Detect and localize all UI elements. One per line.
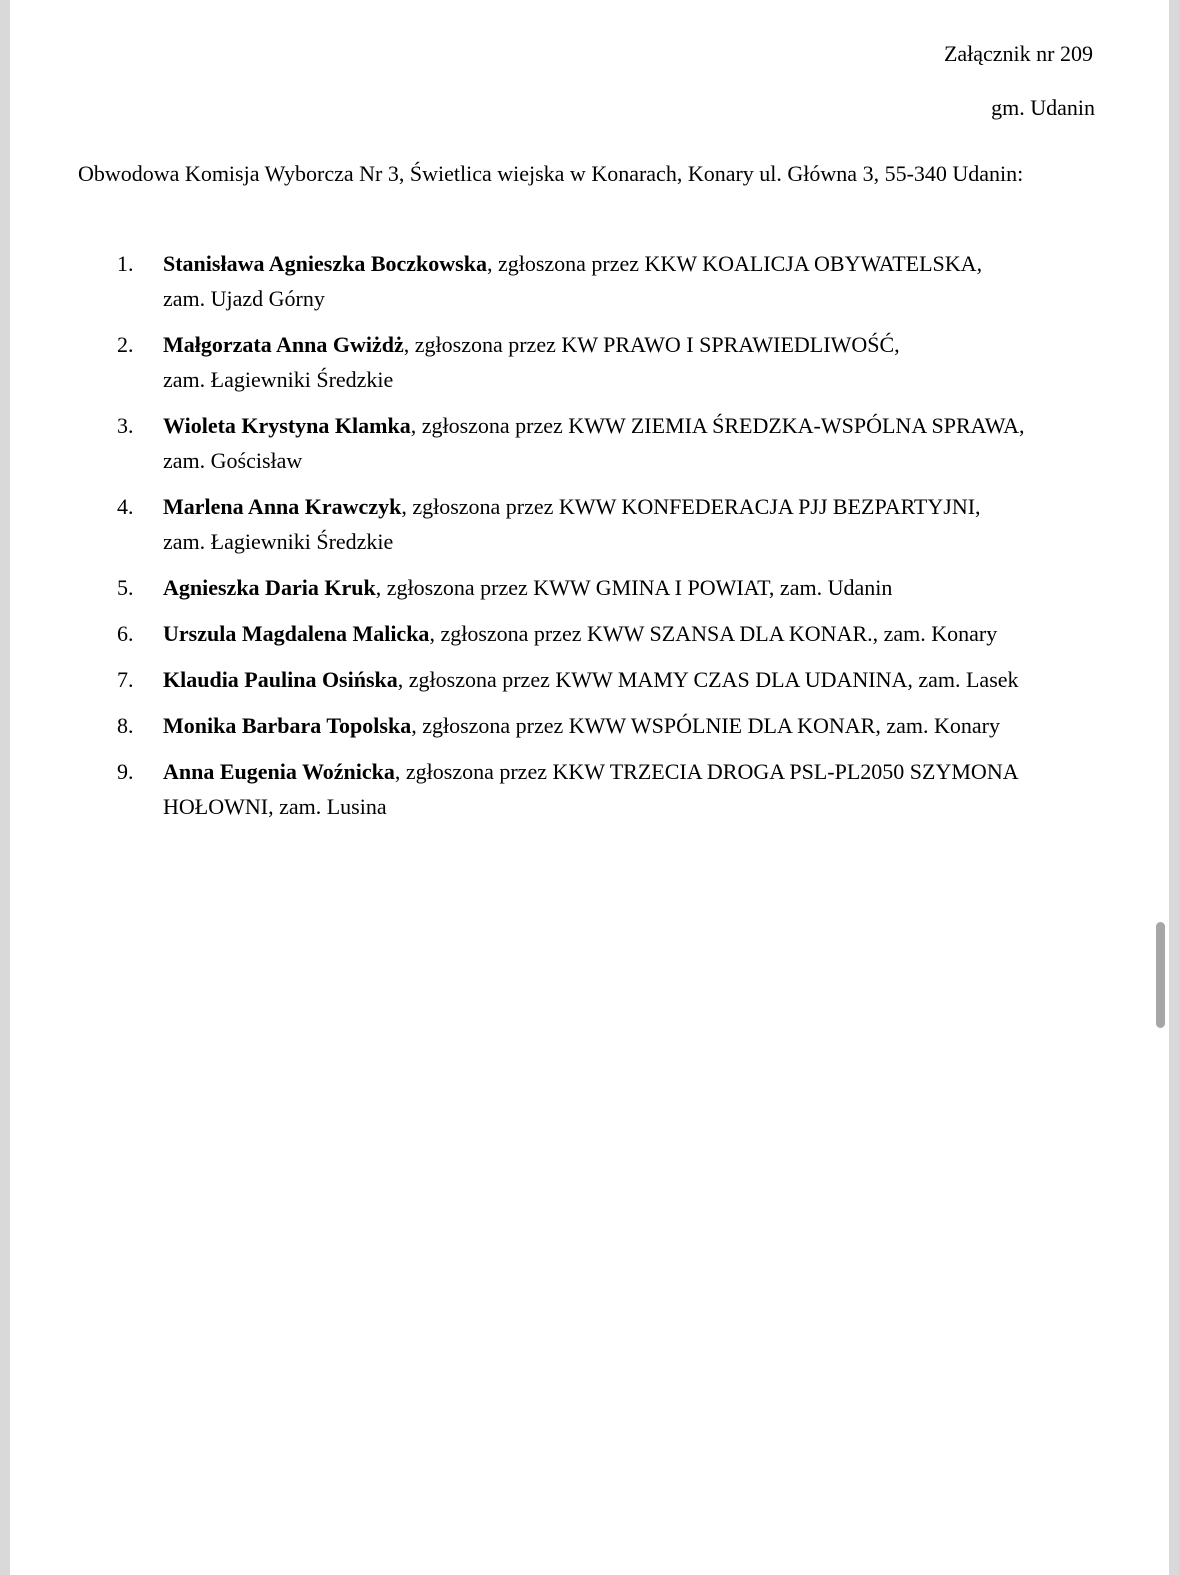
list-item [110,754,1100,824]
item-number: 8. [117,713,134,738]
gmina-name: gm. Udanin [991,95,1095,120]
member-details: , zgłoszona przez KKW KOALICJA OBYWATELSKA, [486,251,983,276]
member-details: , zgłoszona przez KWW MAMY CZAS DLA UDANINA, zam. Lasek [397,667,1019,692]
member-details: , zgłoszona przez KKW TRZECIA DROGA PSL-PL2050 SZYMONA [394,759,1019,784]
item-number: 7. [117,667,134,692]
item-text [163,489,1100,559]
item-text [163,708,1100,743]
member-details: , zgłoszona przez KWW WSPÓLNIE DLA KONAR, zam. Konary [411,713,1000,738]
item-text [163,246,1100,316]
member-name: Urszula Magdalena Malicka [163,621,430,646]
item-text [163,754,1100,824]
list-item [110,327,1100,397]
member-details: , zgłoszona przez KWW ZIEMIA ŚREDZKA-WSPÓLNA SPRAWA, [410,413,1025,438]
member-address: zam. Gościsław [163,448,303,473]
member-name: Anna Eugenia Woźnicka [163,759,395,784]
member-address: zam. Łagiewniki Średzkie [163,367,394,392]
member-name: Klaudia Paulina Osińska [163,667,398,692]
member-name: Wioleta Krystyna Klamka [163,413,411,438]
list-item [110,708,1100,743]
item-number: 6. [117,621,134,646]
item-number: 2. [117,332,134,357]
members-list [110,246,1100,835]
list-item [110,489,1100,559]
member-address: HOŁOWNI, zam. Lusina [163,794,387,819]
item-text [163,327,1100,397]
member-name: Marlena Anna Krawczyk [163,494,402,519]
member-address: zam. Łagiewniki Średzkie [163,529,394,554]
attachment-number: Załącznik nr 209 [943,41,1093,66]
list-item [110,616,1100,651]
item-text [163,662,1100,697]
item-number: 5. [117,575,134,600]
list-item [110,246,1100,316]
item-text [163,616,1100,651]
list-item [110,662,1100,697]
item-text [163,570,1100,605]
document-page [10,0,1169,1575]
list-item [110,570,1100,605]
item-text [163,408,1100,478]
item-number: 9. [117,759,134,784]
scrollbar-thumb[interactable] [1156,922,1165,1028]
item-number: 1. [117,251,134,276]
commission-heading: Obwodowa Komisja Wyborcza Nr 3, Świetlica wiejska w Konarach, Konary ul. Główna 3, 55-340 Udanin: [78,161,1024,186]
member-details: , zgłoszona przez KWW SZANSA DLA KONAR., zam. Konary [429,621,998,646]
member-name: Stanisława Agnieszka Boczkowska [163,251,487,276]
member-address: zam. Ujazd Górny [163,286,325,311]
member-name: Monika Barbara Topolska [163,713,412,738]
member-name: Małgorzata Anna Gwiżdż [163,332,404,357]
member-details: , zgłoszona przez KWW KONFEDERACJA PJJ BEZPARTYJNI, [401,494,981,519]
item-number: 3. [117,413,134,438]
member-name: Agnieszka Daria Kruk [163,575,376,600]
member-details: , zgłoszona przez KW PRAWO I SPRAWIEDLIWOŚĆ, [403,332,900,357]
item-number: 4. [117,494,134,519]
list-item [110,408,1100,478]
member-details: , zgłoszona przez KWW GMINA I POWIAT, zam. Udanin [375,575,893,600]
